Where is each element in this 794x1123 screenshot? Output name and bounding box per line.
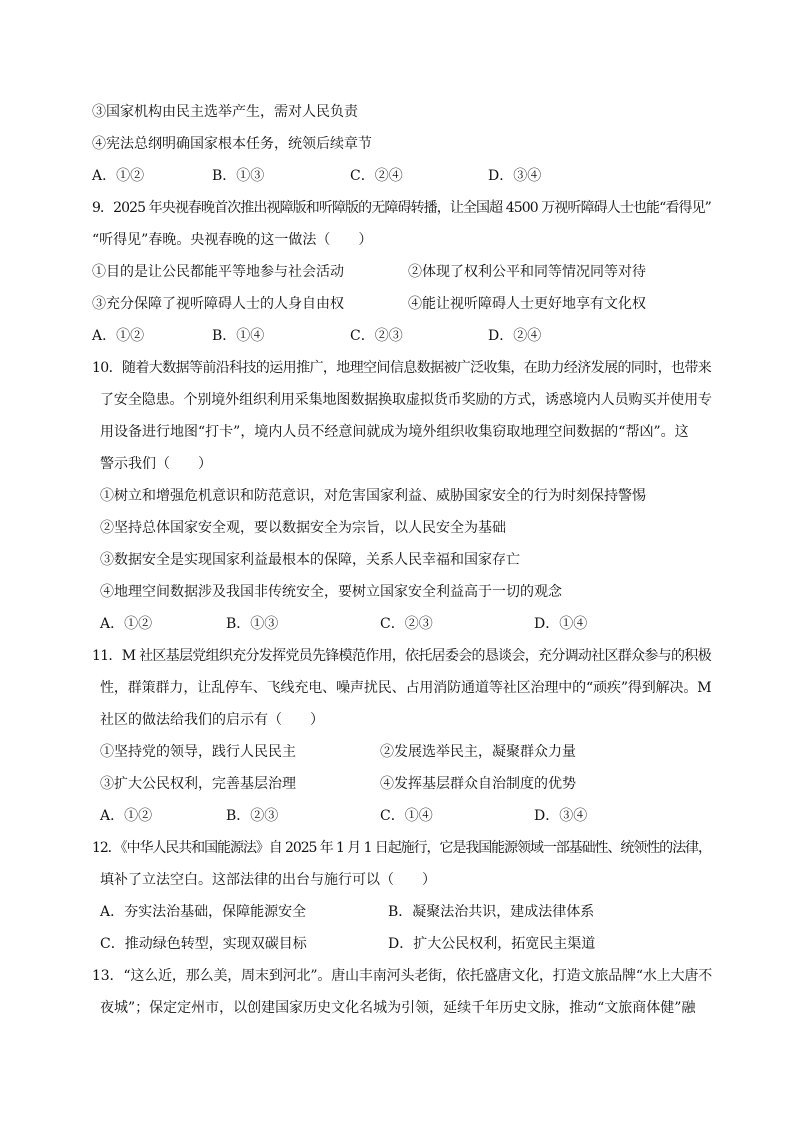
q10-option-b: B．①③: [226, 616, 279, 632]
q9-statement-4: ④能让视听障碍人士更好地享有文化权: [408, 296, 646, 312]
q8-option-c: C．②④: [350, 168, 403, 184]
q13-stem-line-1: 13．“这么近，那么美，周末到河北”。唐山丰南河头老街，依托盛唐文化，打造文旅品牌“水上大唐不: [92, 968, 713, 984]
q11-option-c: C．①④: [380, 808, 433, 824]
q11-option-a: A．①②: [100, 808, 153, 824]
q10-stem-line-2: 了安全隐患。个别境外组织利用采集地图数据换取虚拟货币奖励的方式，诱惑境内人员购买并使用专: [100, 392, 712, 408]
q11-option-d: D．③④: [534, 808, 588, 824]
q11-option-b: B．②③: [226, 808, 279, 824]
q10-stem-line-4: 警示我们（ ）: [100, 456, 212, 472]
q8-option-d: D．③④: [488, 168, 542, 184]
q11-statement-4: ④发挥基层群众自治制度的优势: [380, 776, 576, 792]
q10-stem-line-3: 用设备进行地图“打卡”，境内人员不经意间就成为境外组织收集窃取地理空间数据的“帮凶”。这: [100, 424, 689, 440]
q10-statement-4: ④地理空间数据涉及我国非传统安全，要树立国家安全利益高于一切的观念: [100, 584, 562, 600]
q8-option-b: B．①③: [212, 168, 265, 184]
q9-option-b: B．①④: [212, 328, 265, 344]
q10-stem-line-1: 10．随着大数据等前沿科技的运用推广，地理空间信息数据被广泛收集，在助力经济发展的同时，也带来: [92, 360, 712, 376]
q8-statement-4: ④宪法总纲明确国家根本任务，统领后续章节: [92, 136, 372, 152]
q12-option-a: A．夯实法治基础，保障能源安全: [100, 904, 307, 920]
q10-option-d: D．①④: [534, 616, 588, 632]
q10-statement-2: ②坚持总体国家安全观，要以数据安全为宗旨，以人民安全为基础: [100, 520, 506, 536]
q12-stem-line-2: 填补了立法空白。这部法律的出台与施行可以（ ）: [100, 872, 436, 888]
q9-option-c: C．②③: [350, 328, 403, 344]
q11-stem-line-2: 性，群策群力，让乱停车、飞线充电、噪声扰民、占用消防通道等社区治理中的“顽疾”得到解决。M: [100, 680, 712, 696]
q9-statement-3: ③充分保障了视听障碍人士的人身自由权: [92, 296, 344, 312]
q11-stem-line-3: 社区的做法给我们的启示有（ ）: [100, 712, 324, 728]
q11-stem-line-1: 11．M 社区基层党组织充分发挥党员先锋模范作用，依托居委会的恳谈会，充分调动社区群众参与的积极: [92, 648, 711, 664]
q9-stem-line-1: 9．2025 年央视春晚首次推出视障版和听障版的无障碍转播，让全国超 4500 万视听障碍人士也能“看得见”: [92, 200, 711, 216]
q11-statement-3: ③扩大公民权利，完善基层治理: [100, 776, 296, 792]
q9-statement-2: ②体现了权利公平和同等情况同等对待: [408, 264, 646, 280]
q9-option-a: A．①②: [92, 328, 145, 344]
q12-stem-line-1: 12．《中华人民共和国能源法》自 2025 年 1 月 1 日起施行，它是我国能源领域一部基础性、统领性的法律，: [92, 840, 711, 856]
q11-statement-1: ①坚持党的领导，践行人民民主: [100, 744, 296, 760]
q10-option-a: A．①②: [100, 616, 153, 632]
q12-option-b: B．凝聚法治共识，建成法律体系: [388, 904, 595, 920]
q11-statement-2: ②发展选举民主，凝聚群众力量: [380, 744, 576, 760]
q8-statement-3: ③国家机构由民主选举产生，需对人民负责: [92, 104, 358, 120]
q12-option-d: D．扩大公民权利，拓宽民主渠道: [388, 936, 596, 952]
q8-option-a: A．①②: [92, 168, 145, 184]
q10-statement-3: ③数据安全是实现国家利益最根本的保障，关系人民幸福和国家存亡: [100, 552, 520, 568]
q13-stem-line-2: 夜城”；保定定州市，以创建国家历史文化名城为引领，延续千年历史文脉，推动“文旅商体健”融: [100, 1000, 696, 1016]
q10-statement-1: ①树立和增强危机意识和防范意识，对危害国家利益、威胁国家安全的行为时刻保持警惕: [100, 488, 646, 504]
q9-stem-line-2: “听得见”春晚。央视春晚的这一做法（ ）: [92, 232, 373, 248]
q9-option-d: D．②④: [488, 328, 542, 344]
q10-option-c: C．②③: [380, 616, 433, 632]
q12-option-c: C．推动绿色转型，实现双碳目标: [100, 936, 307, 952]
q9-statement-1: ①目的是让公民都能平等地参与社会活动: [92, 264, 344, 280]
